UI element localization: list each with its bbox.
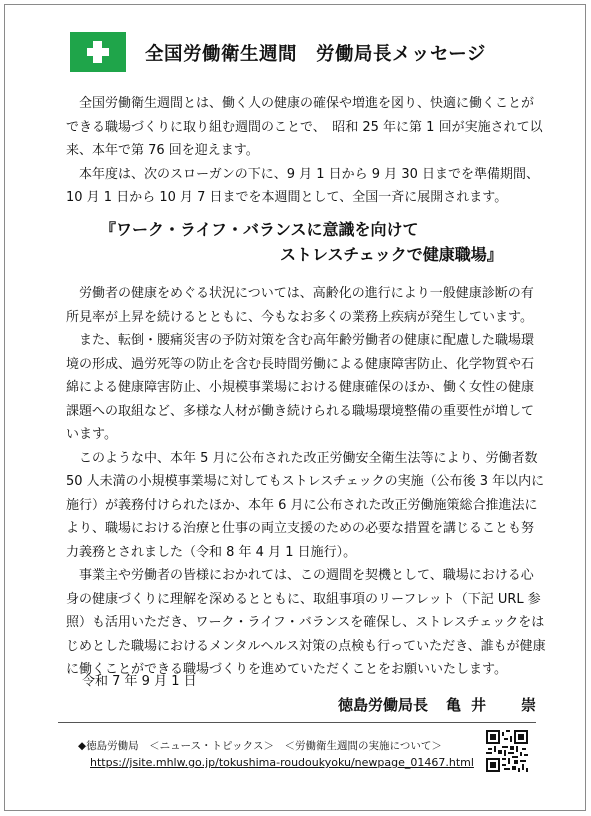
qr-code-icon[interactable] xyxy=(486,730,528,772)
body-paragraph-4: 事業主や労働者の皆様におかれては、この週間を契機として、職場における心身の健康づくりに理解を深めるとともに、取組事項のリーフレット（下記 URL 参照）も活用いただき、ワーク・ライフ・バランスを確保し、ストレスチェックをはじめとした職場におけるメンタルヘルス対策の点検も行っていただき、誰もが健康に働くことができる職場づくりを進めていただくことをお願いいたします。 xyxy=(66,568,546,677)
footer-url-link[interactable]: https://jsite.mhlw.go.jp/tokushima-roudoukyoku/newpage_01467.html xyxy=(90,756,474,769)
slogan-line-1: 『ワーク・ライフ・バランスに意識を向けて xyxy=(100,220,419,239)
footer-source: ◆徳島労働局 ＜ニュース・トピックス＞ ＜労働衛生週間の実施について＞ xyxy=(78,740,442,752)
signature-position: 徳島労働局長 xyxy=(338,696,429,714)
issue-date: 令和 7 年 9 月 1 日 xyxy=(82,674,197,689)
green-cross-icon xyxy=(70,32,126,72)
body-paragraph-2: また、転倒・腰痛災害の予防対策を含む高年齢労働者の健康に配慮した職場環境の形成、過労死等の防止を含む長時間労働による健康障害防止、化学物質や石綿による健康障害防止、小規模事業場における健康確保のほか、働く女性の健康課題への取組など、多様な人材が働き続けられる職場環境整備の重要性が増しています。 xyxy=(66,333,535,442)
page-title: 全国労働衛生週間 労働局長メッセージ xyxy=(145,44,486,65)
header-badge-wrap xyxy=(70,32,126,72)
body-paragraph-3: このような中、本年 5 月に公布された改正労働安全衛生法等により、労働者数 50 人未満の小規模事業場に対してもストレスチェックの実施（公布後 3 年以内に施行）が義務付けられたほか、本年 6 月に公布された改正労働施策総合推進法により、職場における治療と仕事の両立支援のための必要な措置を講じることも努力義務とされました（令和 8 年 4 月 1 日施行）。 xyxy=(66,450,545,560)
footer-divider xyxy=(58,722,536,723)
intro-paragraph-2: 本年度は、次のスローガンの下に、9 月 1 日から 9 月 30 日までを準備期間、10 月 1 日から 10 月 7 日までを本週間として、全国一斉に展開されます。 xyxy=(66,166,540,205)
signature-name: 亀井 崇 xyxy=(446,696,547,714)
intro-paragraph-1: 全国労働衛生週間とは、働く人の健康の確保や増進を図り、快適に働くことができる職場づくりに取り組む週間のことで、 昭和 25 年に第 1 回が実施されて以来、本年で第 76 回を迎えます。 xyxy=(66,96,543,158)
body-paragraph-1: 労働者の健康をめぐる状況については、高齢化の進行により一般健康診断の有所見率が上昇を続けるとともに、今もなお多くの業務上疾病が発生しています。 xyxy=(66,286,534,325)
message-body xyxy=(66,282,546,682)
slogan xyxy=(100,217,520,267)
slogan-line-2: ストレスチェックで健康職場』 xyxy=(280,245,503,264)
signature xyxy=(338,694,546,715)
intro-section xyxy=(66,92,546,210)
